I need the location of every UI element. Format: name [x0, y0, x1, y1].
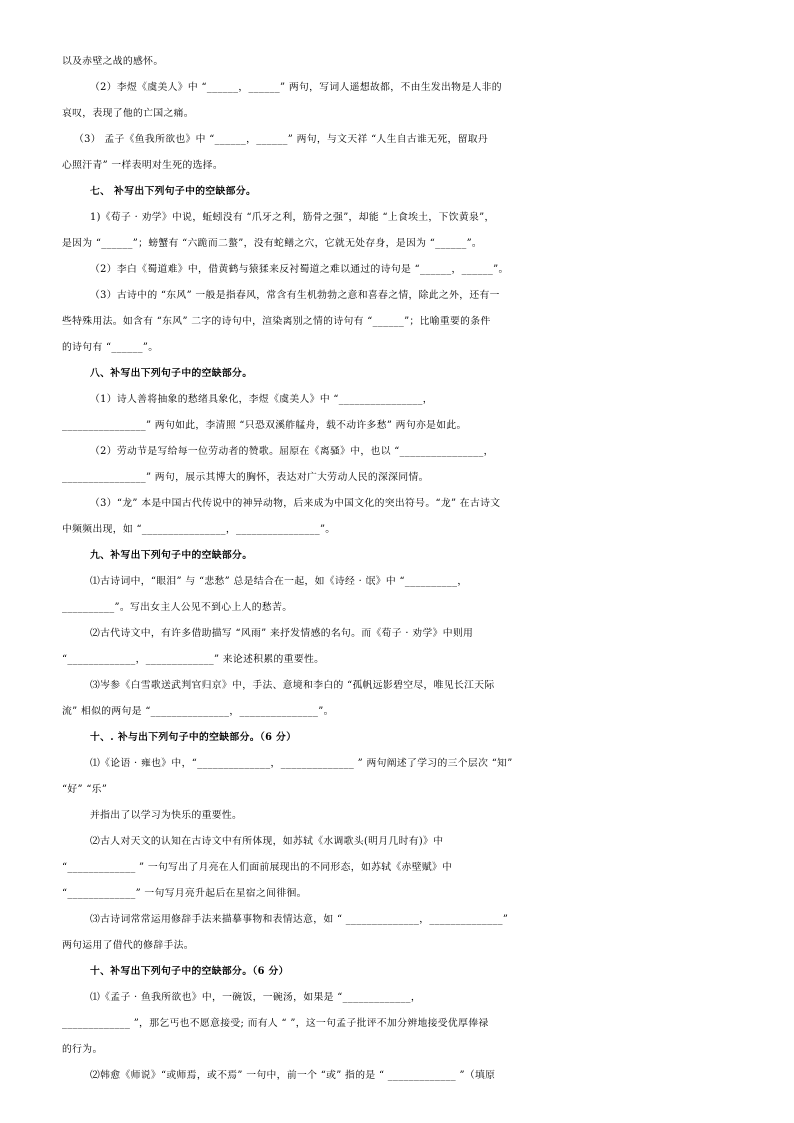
text-line: （3） 孟子《鱼我所欲也》中 “______，______” 两句，与文天祥 “人生自古谁无死，留取丹	[74, 134, 489, 145]
text-line: “好” “乐”	[62, 784, 108, 795]
text-line: ⑶古诗词常常运用修辞手法来描摹事物和表情达意，如 “ ______________，______________”	[90, 914, 509, 925]
text-line: ⑵古人对天文的认知在古诗文中有所体现，如苏轼《水调歌头(明月几时有)》中	[90, 836, 444, 847]
text-line: （2）李煜《虞美人》中 “______，______” 两句，写词人遥想故都，不由生发出物是人非的	[90, 82, 502, 93]
text-line: ⑴《孟子 · 鱼我所欲也》中，一碗饭，一碗汤，如果是 “_____________，	[90, 992, 421, 1003]
text-line: “_____________ ” 一句写出了月亮在人们面前展现出的不同形态，如苏轼《赤壁赋》中	[62, 862, 453, 873]
section-heading: 十、. 补与出下列句子中的空缺部分。（6 分）	[90, 732, 297, 743]
text-line: （3）古诗中的 “东风” 一般是指春风，常含有生机勃勃之意和喜春之情，除此之外，还有一	[90, 290, 500, 301]
text-line: （3）“龙” 本是中国古代传说中的神异动物，后来成为中国文化的突出符号。“龙” 在古诗文	[90, 498, 501, 509]
text-line: 中频频出现，如 “________________，________________”。	[62, 524, 336, 535]
text-line: 流” 相似的两句是 “_______________，_______________”。	[62, 706, 334, 717]
text-line: （2）李白《蜀道难》中，借黄鹤与猿猱来反衬蜀道之难以通过的诗句是 “______，______”。	[90, 264, 509, 275]
text-line: ⑴《论语 · 雍也》中，“______________，______________ ” 两句阐述了学习的三个层次 “知”	[90, 758, 513, 769]
text-line: _____________ ”，那乞丐也不愿意接受; 而有人 “ ”，这一句孟子批评不加分辨地接受优厚俸禄	[62, 1018, 489, 1029]
text-line: 以及赤壁之战的感怀。	[62, 56, 164, 67]
text-line: 心照汗青” 一样表明对生死的选择。	[62, 160, 224, 171]
text-line: __________”。写出女主人公见不到心上人的愁苦。	[62, 602, 293, 613]
text-line: 些特殊用法。如含有 “东风” 二字的诗句中，渲染离别之情的诗句有 “______”；比喻重要的条件	[62, 316, 491, 327]
text-line: ________________” 两句如此，李清照 “只恐双溪舴艋舟，载不动许多愁” 两句亦是如此。	[62, 420, 467, 431]
text-line: （1）诗人善将抽象的愁绪具象化，李煜《虞美人》中 “________________，	[90, 394, 433, 405]
text-line: 是因为 “______”；螃蟹有 “六跪而二螯”，没有蛇鳝之穴，它就无处存身，是因为 “______”。	[62, 238, 483, 249]
text-line: 的诗句有 “______”。	[62, 342, 159, 353]
section-heading: 十、补写出下列句子中的空缺部分。（6 分）	[90, 966, 289, 977]
text-line: ________________” 两句，展示其博大的胸怀，表达对广大劳动人民的深深同情。	[62, 472, 429, 483]
text-line: “_____________” 一句写月亮升起后在星宿之间徘徊。	[62, 888, 307, 899]
text-line: ⑶岑参《白雪歌送武判官归京》中，手法、意境和李白的 “孤帆远影碧空尽，唯见长江天际	[90, 680, 495, 691]
section-heading: 九、补写出下列句子中的空缺部分。	[90, 550, 253, 561]
text-line: 1)《荀子 · 劝学》中说，蚯蚓没有 “爪牙之利，筋骨之强”，却能 “上食埃土，下饮黄泉”，	[90, 212, 495, 223]
text-line: ⑵韩愈《师说》“或师焉，或不焉” 一句中，前一个 “或” 指的是 “ _____________ ”（填原	[90, 1070, 496, 1081]
text-line: “_____________，_____________” 来论述积累的重要性。	[62, 654, 325, 665]
text-line: 哀叹，表现了他的亡国之痛。	[62, 108, 194, 119]
text-line: 并指出了以学习为快乐的重要性。	[90, 810, 243, 821]
text-line: ⑵古代诗文中，有许多借助描写 “风雨” 来抒发情感的名句。而《荀子 · 劝学》中则用	[90, 628, 474, 639]
section-heading: 八、补写出下列句子中的空缺部分。	[90, 368, 253, 379]
section-heading: 七、 补写出下列句子中的空缺部分。	[90, 186, 257, 197]
text-line: （2）劳动节是写给每一位劳动者的赞歌。屈原在《离骚》中，也以 “________________，	[90, 446, 494, 457]
text-line: 两句运用了借代的修辞手法。	[62, 940, 194, 951]
text-line: ⑴古诗词中，“眼泪” 与 “悲愁” 总是结合在一起，如《诗经 · 氓》中 “__________，	[90, 576, 468, 587]
text-line: 的行为。	[62, 1044, 103, 1055]
